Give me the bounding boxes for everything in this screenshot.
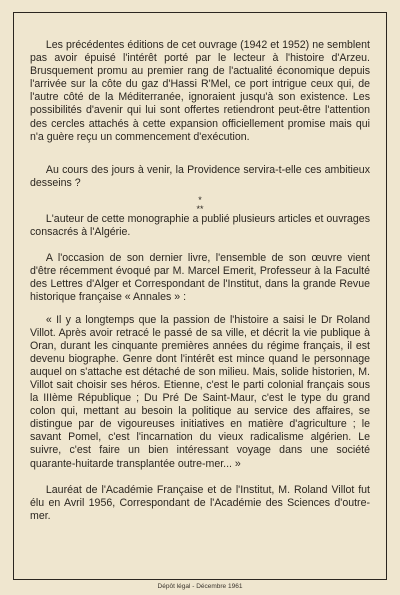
paragraph-occasion: A l'occasion de son dernier livre, l'ensemble de son œuvre vient d'être récemment évoqué par M. Marcel Emerit, Professeur à la Faculté des Lettres d'Alger et Correspondant de l'Institut, dans la grande Revue historique française « Annales » :	[30, 252, 370, 304]
legal-deposit-note: Dépôt légal - Décembre 1961	[157, 583, 243, 590]
separator-stars-bottom: **	[196, 203, 204, 214]
paragraph-question: Au cours des jours à venir, la Providence servira-t-elle ces ambitieux desseins ?	[30, 163, 370, 189]
paragraph-author: L'auteur de cette monographie a publié plusieurs articles et ouvrages consacrés à l'Algérie.	[30, 212, 370, 239]
paragraph-intro: Les précédentes éditions de cet ouvrage (1942 et 1952) ne semblent pas avoir épuisé l'intérêt porté par le lecteur à l'histoire d'Arzeu. Brusquement promu au premier rang de l'actualité économique depuis l'arrivée sur la côte du gaz d'Hassi R'Mel, ce port intrigue ceux qui, de l'autre côté de la Méditerranée, ignoraient jusqu'à son existence. Les possibilités d'avenir qui lui sont offertes retiendront peut-être l'attention des cercles attachés à cette expansion officiellement promise mais qui n'a guère reçu un commencement d'exécution.	[30, 39, 370, 143]
paragraph-quote: « Il y a longtemps que la passion de l'histoire a saisi le Dr Roland Villot. Après avoir retracé le passé de sa ville, et décrit la vie publique à Oran, durant les cinquante premières années du régime français, il est devenu biographe. Genre dont l'intérêt est mince quand le personnage auquel on s'attache est détaché de son milieu. Mais, solide historien, M. Villot sait choisir ses héros. Etienne, c'est le parti colonial français sous la IIIème République ; Du Pré De Saint-Maur, c'est le type du grand colon qui, mettant au besoin la politique au service des affaires, se distingue par de vigoureuses initiatives en matière d'agriculture ; le savant Pomel, c'est l'incarnation du vieux radicalisme algérien. Le suivre, c'est faire un bien intéressant voyage dans une société quarante-huitarde transplantée outre-mer... »	[30, 313, 370, 470]
paragraph-laureate: Lauréat de l'Académie Française et de l'Institut, M. Roland Villot fut élu en Avril 1956, Correspondant de l'Académie des Sciences d'outre-mer.	[30, 483, 370, 522]
body-text	[30, 39, 370, 523]
separator-star-top: *	[198, 194, 202, 205]
section-separator	[30, 190, 370, 213]
